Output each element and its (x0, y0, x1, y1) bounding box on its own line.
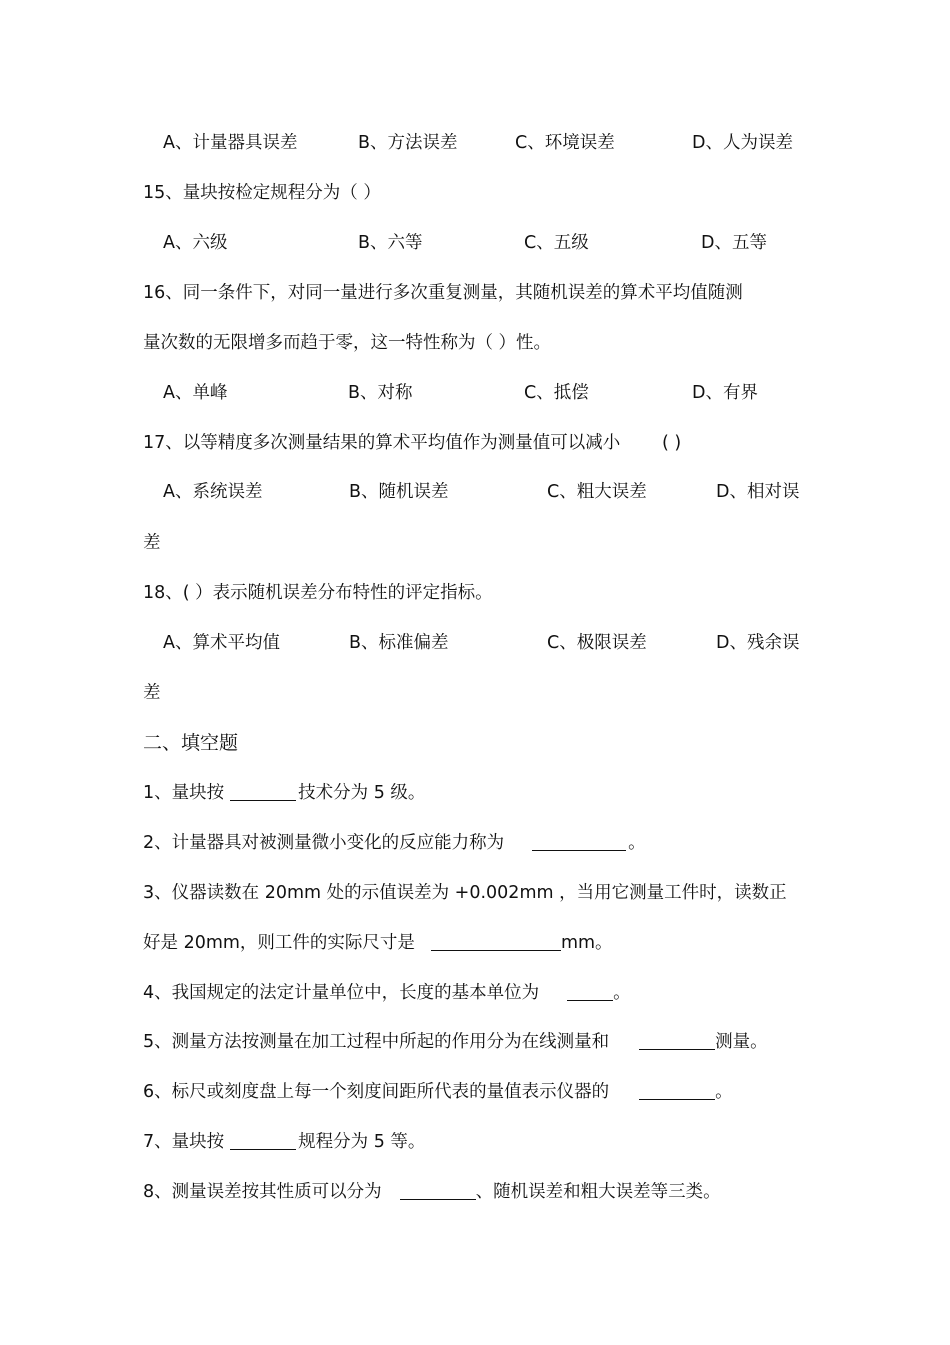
question-16-text-1: 16、同一条件下，对同一量进行多次重复测量，其随机误差的算术平均值随测 (143, 283, 743, 303)
fill-question-8-content (143, 1177, 721, 1207)
fill-question-2-content (143, 828, 646, 858)
fill-question-3-before: 好是 20mm，则工件的实际尺寸是 (143, 933, 415, 953)
q16-option-d: D、有界 (692, 383, 758, 403)
fill-question-6-before: 6、标尺或刻度盘上每一个刻度间距所代表的量值表示仪器的 (143, 1082, 610, 1102)
fill-question-4-content (143, 978, 631, 1008)
q17-option-b: B、随机误差 (349, 482, 449, 502)
fill-question-3-content (143, 928, 613, 958)
fill-question-7-content (143, 1127, 425, 1157)
fill-question-5-content (143, 1027, 768, 1057)
q16-option-c: C、抵偿 (524, 383, 589, 403)
q17-option-d: D、相对误 (716, 482, 800, 502)
q14-option-c: C、环境误差 (515, 133, 615, 153)
fill-blank-4[interactable] (567, 980, 613, 1001)
fill-question-4-before: 4、我国规定的法定计量单位中，长度的基本单位为 (143, 983, 540, 1003)
q17-option-a: A、系统误差 (163, 482, 263, 502)
q15-option-d: D、五等 (701, 233, 767, 253)
fill-blank-7[interactable] (230, 1129, 296, 1150)
q18-option-c: C、极限误差 (547, 633, 647, 653)
q17-option-d-wrap: 差 (143, 533, 161, 553)
section-2-title: 二、填空题 (143, 732, 239, 754)
q14-option-b: B、方法误差 (358, 133, 458, 153)
question-15-text: 15、量块按检定规程分为（ ） (143, 183, 381, 203)
fill-blank-8[interactable] (400, 1179, 476, 1200)
q14-option-a: A、计量器具误差 (163, 133, 298, 153)
fill-question-6-content (143, 1077, 733, 1107)
q18-option-a: A、算术平均值 (163, 633, 280, 653)
fill-blank-1[interactable] (230, 780, 296, 801)
question-17-text: 17、以等精度多次测量结果的算术平均值作为测量值可以减小 (143, 433, 621, 453)
question-16-text-2: 量次数的无限增多而趋于零，这一特性称为（ ）性。 (143, 333, 552, 353)
fill-question-1-after: 技术分为 5 级。 (298, 783, 426, 803)
q17-option-c: C、粗大误差 (547, 482, 647, 502)
q18-option-d: D、残余误 (716, 633, 800, 653)
fill-question-8-before: 8、测量误差按其性质可以分为 (143, 1182, 382, 1202)
q14-option-d: D、人为误差 (692, 133, 793, 153)
fill-question-8-after: 、随机误差和粗大误差等三类。 (475, 1182, 721, 1202)
fill-question-6-after: 。 (715, 1082, 733, 1102)
q16-option-a: A、单峰 (163, 383, 228, 403)
q15-option-c: C、五级 (524, 233, 589, 253)
fill-blank-6[interactable] (639, 1079, 715, 1100)
q15-option-a: A、六级 (163, 233, 228, 253)
q18-option-d-wrap: 差 (143, 683, 161, 703)
fill-question-2-after: 。 (628, 833, 646, 853)
fill-question-4-after: 。 (613, 983, 631, 1003)
q16-option-b: B、对称 (348, 383, 413, 403)
question-18-text: 18、( ）表示随机误差分布特性的评定指标。 (143, 583, 493, 603)
fill-question-7-before: 7、量块按 (143, 1132, 225, 1152)
question-17-paren: ( ) (662, 433, 682, 453)
fill-question-3-after: mm。 (560, 933, 613, 953)
fill-question-1-content (143, 778, 425, 808)
fill-blank-2[interactable] (532, 830, 626, 851)
q18-option-b: B、标准偏差 (349, 633, 449, 653)
fill-blank-3[interactable] (431, 930, 561, 951)
fill-question-7-after: 规程分为 5 等。 (298, 1132, 426, 1152)
fill-question-2-before: 2、计量器具对被测量微小变化的反应能力称为 (143, 833, 505, 853)
q15-option-b: B、六等 (358, 233, 423, 253)
fill-question-3-text-1: 3、仪器读数在 20mm 处的示值误差为 +0.002mm ，当用它测量工件时，读数正 (143, 883, 787, 903)
fill-question-5-after: 测量。 (715, 1032, 768, 1052)
fill-question-5-before: 5、测量方法按测量在加工过程中所起的作用分为在线测量和 (143, 1032, 610, 1052)
fill-question-1-before: 1、量块按 (143, 783, 225, 803)
fill-blank-5[interactable] (639, 1029, 715, 1050)
